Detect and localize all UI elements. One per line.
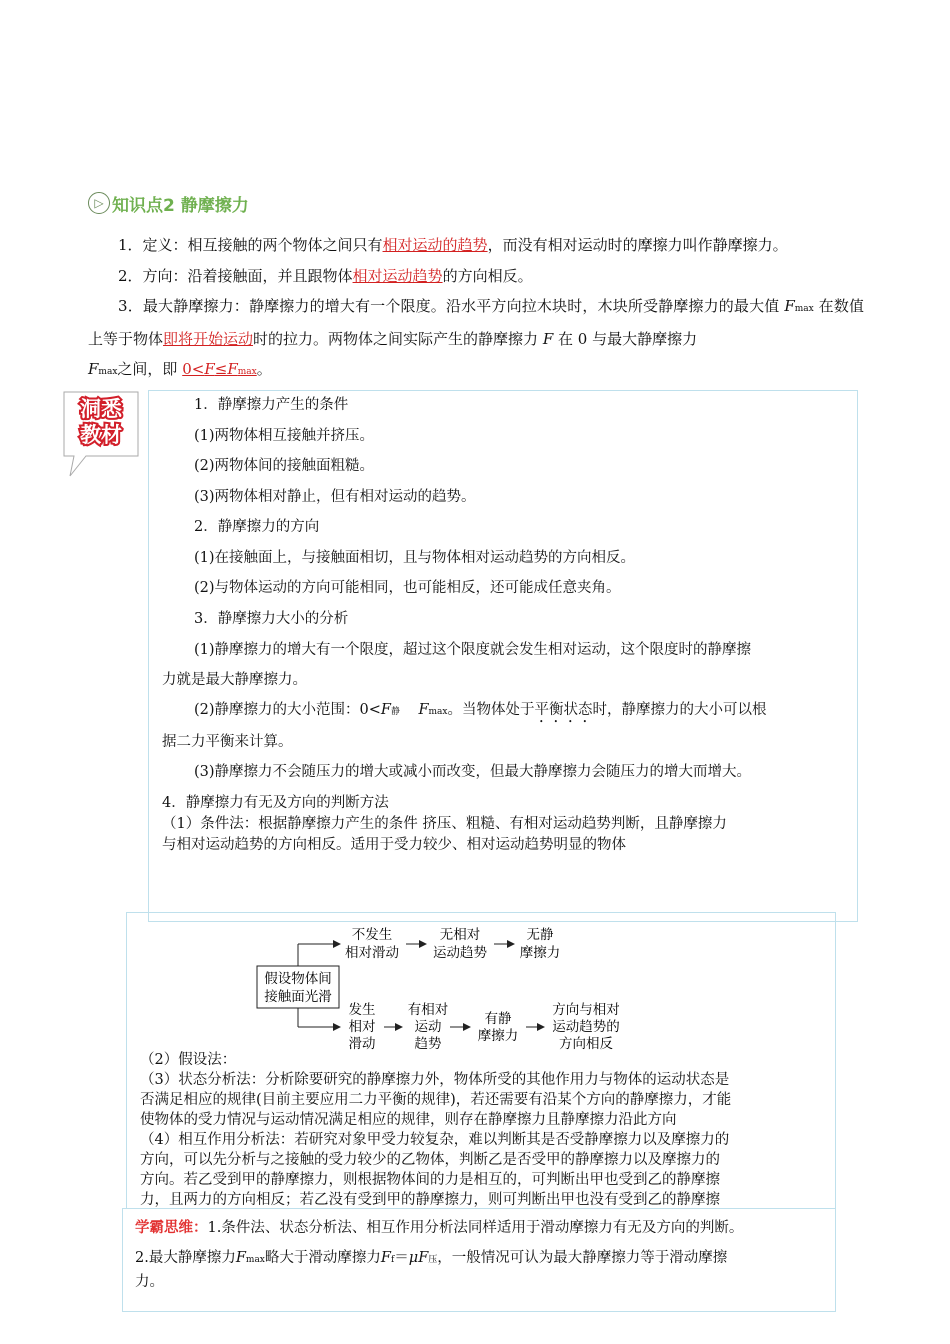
section-heading: [88, 190, 249, 216]
p1-highlight: 相对运动的趋势: [382, 236, 488, 254]
badge-line2: 教材: [80, 422, 122, 447]
p3-F2: F: [542, 330, 554, 348]
bottom-node-4: 方向相反: [559, 1036, 613, 1052]
direction-paragraph: [88, 261, 864, 291]
b2-line: 否满足相应的规律(目前主要应用二力平衡的规律)，若还需要有沿某个方向的静摩擦力，才能: [140, 1092, 732, 1108]
p2-text-end: 的方向相反。: [442, 267, 533, 285]
p3-range-highlight: 0<F≤Fmax: [182, 360, 257, 378]
p3-text-c: 时的拉力。两物体之间实际产生的静摩擦力: [253, 330, 539, 348]
bottom-node-3: 有静: [484, 1011, 512, 1027]
top-node-2: 运动趋势: [433, 945, 487, 961]
p2-highlight: 相对运动趋势: [352, 267, 443, 285]
b2-line: 力，且两力的方向相反；若乙没有受到甲的静摩擦力，则可判断出甲也没有受到乙的静摩擦: [140, 1192, 720, 1208]
b1-heading-4: 4．静摩擦力有无及方向的判断方法: [162, 795, 389, 811]
start-box-line1: 假设物体间: [264, 971, 332, 987]
p3-text-d: 在 0 与最大静摩擦力: [558, 330, 698, 348]
p3-text-b: 在数值上等于物体: [88, 297, 864, 348]
max-static-friction-paragraph: [88, 291, 864, 387]
b1-item-cont: 据二力平衡来计算。: [162, 734, 293, 750]
b2-line: （3）状态分析法：分析除要研究的静摩擦力外，物体所受的其他作用力与物体的运动状态是: [140, 1072, 730, 1088]
bottom-node-4: 方向与相对: [552, 1002, 620, 1018]
section-title: 知识点2 静摩擦力: [112, 195, 249, 216]
b1-item: (1)两物体相互接触并挤压。: [194, 428, 375, 444]
circled-arrow-icon: ▷: [88, 192, 110, 214]
b2-line: （4）相互作用分析法：若研究对象甲受力较复杂，难以判断其是否受静摩擦力以及摩擦力的: [140, 1132, 730, 1148]
bottom-node-2: 有相对: [407, 1002, 449, 1018]
b2-line: 方向。若乙受到甲的静摩擦力，则根据物体间的力是相互的，可判断出甲也受到乙的静摩擦: [140, 1172, 720, 1188]
b1-item: (1)静摩擦力的增大有一个限度，超过这个限度就会发生相对运动，这个限度时的静摩擦: [194, 642, 752, 658]
definition-paragraph: [88, 230, 864, 260]
p3-max-line3: max: [98, 367, 118, 377]
start-box-line2: 接触面光滑: [264, 989, 332, 1005]
top-node-1: 相对滑动: [345, 945, 399, 961]
p3-text-e: 之间，即: [117, 360, 178, 378]
top-node-2: 无相对: [439, 927, 481, 943]
top-node-1: 不发生: [351, 927, 393, 943]
bottom-node-1: 发生: [348, 1002, 376, 1018]
bottom-node-4: 运动趋势的: [552, 1019, 620, 1035]
bottom-node-2: 趋势: [414, 1036, 442, 1052]
p3-end: 。: [256, 360, 272, 378]
p3-max: max: [794, 304, 814, 314]
p3-highlight: 即将开始运动: [163, 330, 254, 348]
b2-line: （2）假设法：: [140, 1052, 237, 1068]
top-node-3: 无静: [526, 927, 554, 943]
b1-item: (2)两物体间的接触面粗糙。: [194, 458, 375, 474]
b1-item: (3)静摩擦力不会随压力的增大或减小而改变，但最大静摩擦力会随压力的增大而增大。: [194, 764, 752, 780]
b1-item-cont: 力就是最大静摩擦力。: [162, 672, 307, 688]
p3-text-a: 3．最大静摩擦力：静摩擦力的增大有一个限度。沿水平方向拉木块时，木块所受静摩擦力的最大值: [118, 297, 780, 315]
p2-text: 2．方向：沿着接触面，并且跟物体: [118, 267, 353, 285]
insight-badge: [60, 388, 142, 480]
p1-text-end: ，而没有相对运动时的摩擦力叫作静摩擦力。: [487, 236, 788, 254]
p3-F: F: [784, 297, 795, 315]
bottom-node-1: 滑动: [348, 1036, 376, 1052]
b1-item: (3)两物体相对静止，但有相对运动的趋势。: [194, 489, 476, 505]
assumption-flow-diagram: [250, 922, 650, 1057]
b1-heading-3: 3．静摩擦力大小的分析: [194, 611, 349, 627]
b1-range-line: (2)静摩擦力的大小范围：0<F静 Fmax。当物体处于平衡状态时，静摩擦力的大小可以根: [194, 702, 767, 718]
thinking-line-2: 2.最大静摩擦力Fmax略大于滑动摩擦力Ff＝μF压，一般情况可认为最大静摩擦力等于滑动摩擦 力。: [135, 1250, 728, 1290]
badge-line1: 洞悉: [80, 396, 122, 421]
p3-F-line3: F: [88, 360, 99, 378]
b1-item: 与相对运动趋势的方向相反。适用于受力较少、相对运动趋势明显的物体: [162, 837, 626, 853]
bottom-node-3: 摩擦力: [477, 1028, 519, 1044]
b1-item: （1）条件法：根据静摩擦力产生的条件 挤压、粗糙、有相对运动趋势判断，且静摩擦力: [162, 816, 727, 832]
thinking-label: 学霸思维：: [135, 1220, 208, 1236]
b1-item: (1)在接触面上，与接触面相切，且与物体相对运动趋势的方向相反。: [194, 550, 636, 566]
thinking-line-1: 学霸思维：1.条件法、状态分析法、相互作用分析法同样适用于滑动摩擦力有无及方向的判断。: [135, 1220, 744, 1236]
b1-heading-1: 1．静摩擦力产生的条件: [194, 397, 349, 413]
b2-line: 使物体的受力情况与运动情况满足相应的规律，则存在静摩擦力且静摩擦力沿此方向: [140, 1112, 677, 1128]
p1-text: 1．定义：相互接触的两个物体之间只有: [118, 236, 383, 254]
b1-heading-2: 2．静摩擦力的方向: [194, 519, 320, 535]
top-student-thinking-box: [122, 1208, 836, 1312]
bottom-node-1: 相对: [348, 1019, 376, 1035]
top-node-3: 摩擦力: [519, 945, 561, 961]
bottom-node-2: 运动: [414, 1019, 442, 1035]
b1-item: (2)与物体运动的方向可能相同，也可能相反，还可能成任意夹角。: [194, 580, 621, 596]
b2-line: 方向，可以先分析与之接触的受力较少的乙物体，判断乙是否受甲的静摩擦力以及摩擦力的: [140, 1152, 720, 1168]
